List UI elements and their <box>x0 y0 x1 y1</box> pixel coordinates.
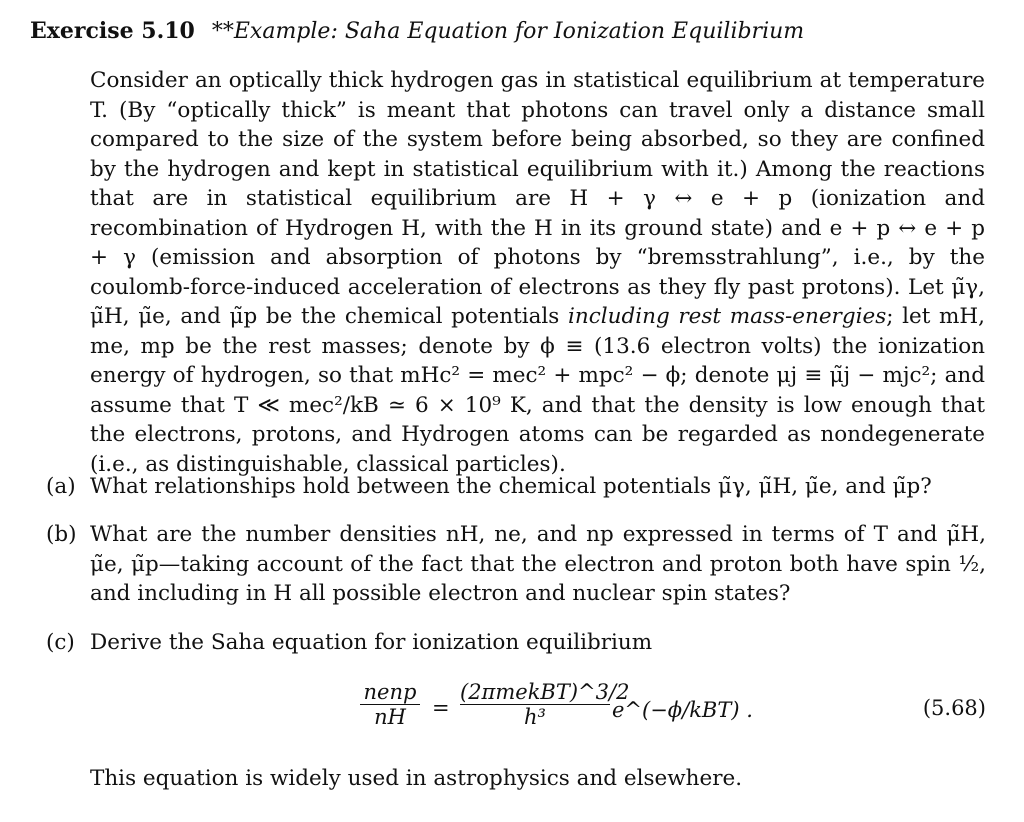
equation-lhs-denominator: nH <box>360 704 420 729</box>
intro-text-emphasis: including rest mass-energies <box>568 304 887 329</box>
exercise-number: Exercise 5.10 <box>30 18 195 44</box>
question-b-text: What are the number densities nH, ne, and np expressed in terms of T and μ̃H, μ̃e, μ̃p—taking account of the fact that the electron and proton both have spin ½, and including in H all possible electron and nuclear spin states? <box>90 522 986 606</box>
equation-rhs-fraction <box>460 680 630 729</box>
equation-rhs-numerator: (2πmekBT)^3/2 <box>460 680 630 704</box>
question-c <box>46 628 986 658</box>
question-a <box>46 472 986 502</box>
equation-rhs-denominator: h³ <box>460 704 610 729</box>
question-a-text: What relationships hold between the chemical potentials μ̃γ, μ̃H, μ̃e, and μ̃p? <box>90 474 932 499</box>
question-c-label: (c) <box>46 630 75 655</box>
equation-lhs-numerator: nenp <box>363 680 417 704</box>
saha-equation <box>360 680 1000 760</box>
equation-number: (5.68) <box>922 696 986 720</box>
exercise-heading <box>30 14 804 49</box>
question-b-label: (b) <box>46 522 77 547</box>
exercise-title: **Example: Saha Equation for Ionization Equilibrium <box>211 19 805 44</box>
equation-lhs-fraction <box>360 680 420 729</box>
intro-text-part1: Consider an optically thick hydrogen gas in statistical equilibrium at temperature T. (By “optically thick” is meant that photons can travel only a distance small compared to the size of the system before being absorbed, so they are confined by the hydrogen and kept in statistical equilibrium with it.) Among the reactions that are in statistical equilibrium are H + γ ↔ e + p (ionization and recombination of Hydrogen H, with the H in its ground state) and e + p ↔ e + p + γ (emission and absorption of photons by “bremsstrahlung”, i.e., by the coulomb-force-induced acceleration of electrons as they fly past protons). Let μ̃γ, μ̃H, μ̃e, and μ̃p be the chemical potentials <box>90 68 985 329</box>
equation-exponential: e^(−ϕ/kBT) . <box>612 698 753 722</box>
closing-sentence: This equation is widely used in astrophysics and elsewhere. <box>90 766 743 791</box>
exercise-intro-paragraph <box>90 66 985 479</box>
question-c-text: Derive the Saha equation for ionization equilibrium <box>90 630 653 655</box>
question-a-label: (a) <box>46 474 76 499</box>
intro-text-part2: ; let mH, me, mp be the rest masses; denote by ϕ ≡ (13.6 electron volts) the ionization energy of hydrogen, so that mHc² = mec² + mpc² − ϕ; denote μj ≡ μ̃j − mjc²; and assume that T ≪ mec²/kB ≃ 6 × 10⁹ K, and that the density is low enough that the electrons, protons, and Hydrogen atoms can be regarded as nondegenerate (i.e., as distinguishable, classical particles). <box>90 304 986 477</box>
equation-equals: = <box>432 696 450 720</box>
question-b <box>46 520 986 609</box>
